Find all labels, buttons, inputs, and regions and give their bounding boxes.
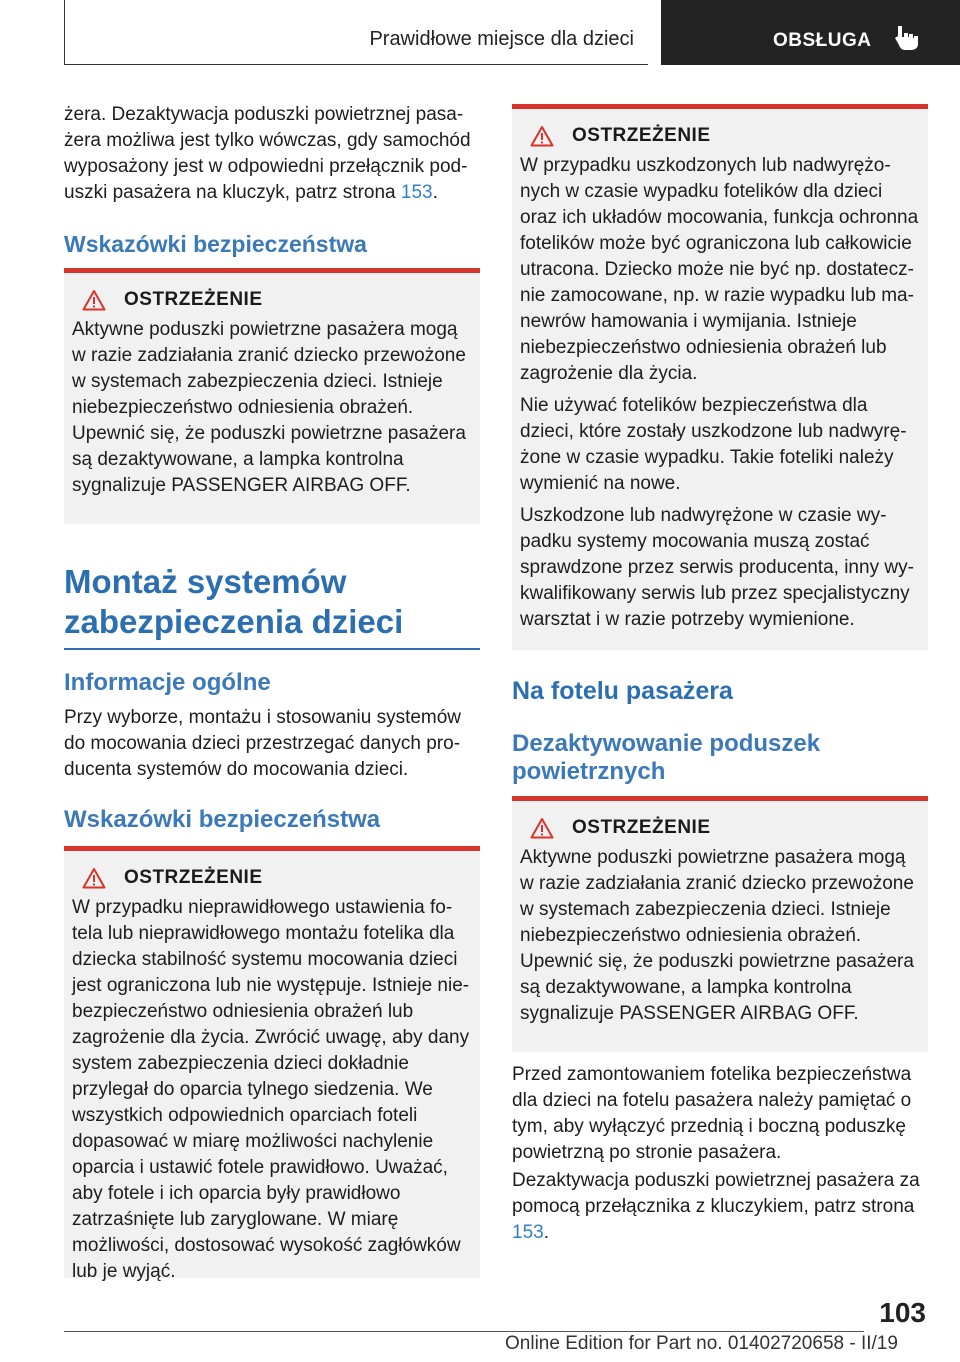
page-number: 103 bbox=[879, 1297, 926, 1328]
chapter-tab-label: OBSŁUGA bbox=[773, 30, 872, 51]
warning-triangle-icon bbox=[82, 289, 106, 311]
safety-heading-1: Wskazówki bezpieczeństwa bbox=[64, 231, 367, 257]
paragraph-1: Przed zamontowaniem fotelika bezpieczeństwa dla dzieci na fotelu pasażera należy pamiętać o tym, aby wyłączyć przednią i boczną poduszkę powietrzną po stronie pasażera. bbox=[512, 1064, 912, 1163]
warning-text: Aktywne poduszki powietrzne pasażera mogą w razie zadziałania zranić dziecko przewożone w systemach zabezpieczenia dzieci. Istnieje niebezpieczeństwo odniesienia obrażeń. Upewnić się, że poduszki powietrzne pasażera są dezaktywowane, a lampka kontrolna sygnalizuje PASSENGER AIRBAG OFF. bbox=[72, 319, 466, 496]
warning-box-1 bbox=[64, 268, 480, 524]
warning-triangle-icon bbox=[530, 125, 554, 147]
page-ref-link[interactable]: 153 bbox=[512, 1222, 544, 1243]
warning-title: OSTRZEŻENIE bbox=[572, 125, 711, 146]
intro-text: żera. Dezaktywacja poduszki powietrznej pasażera możliwa jest tylko wówczas, gdy samochód wyposażony jest w odpowiedni przełącznik poduszki pasażera na kluczyk, patrz strona bbox=[64, 104, 471, 203]
warning-text-p2: Nie używać fotelików bezpieczeństwa dla dzieci, które zostały uszkodzone lub nadwyrężone w czasie wypadku. Takie foteliki należy wymienić na nowe. bbox=[520, 395, 907, 494]
warning-text: Aktywne poduszki powietrzne pasażera mogą w razie zadziałania zranić dziecko przewożone w systemach zabezpieczenia dzieci. Istnieje niebezpieczeństwo odniesienia obrażeń. Upewnić się, że poduszki powietrzne pasażera są dezaktywowane, a lampka kontrolna sygnalizuje PASSENGER AIRBAG OFF. bbox=[520, 847, 914, 1024]
paragraph-2 bbox=[512, 1168, 928, 1246]
pointing-hand-icon bbox=[892, 22, 922, 52]
warning-box-4 bbox=[512, 796, 928, 1052]
general-paragraph: Przy wyborze, montażu i stosowaniu systemów do mocowania dzieci przestrzegać danych producenta systemów do mocowania dzieci. bbox=[64, 707, 462, 780]
warning-text: W przypadku nieprawidłowego ustawienia fotela lub nieprawidłowego montażu fotelika dla dziecka stabilność systemu mocowania dzieci jest ograniczona lub nie występuje. Istnieje niebezpieczeństwo odniesienia obrażeń lub zagrożenie dla życia. Zwrócić uwagę, aby dany system zabezpieczenia dzieci dokładnie przylegał do oparcia tylnego siedzenia. We wszystkich odpowiednich oparciach foteli dopasować w miarę możliwości nachylenie oparcia i ustawić fotele prawidłowo. Uważać, aby fotele i ich oparcia były prawidłowo zatrzaśnięte lub zaryglowane. W miarę możliwości, dostosować wysokość zagłówków lub je wyjąć. bbox=[72, 897, 470, 1282]
warning-title: OSTRZEŻENIE bbox=[572, 817, 711, 838]
warning-triangle-icon bbox=[82, 867, 106, 889]
page-ref-link[interactable]: 153 bbox=[400, 182, 433, 203]
warning-text-p3: Uszkodzone lub nadwyrężone w czasie wypadku systemy mocowania muszą zostać sprawdzone przez serwis producenta, inny wykwalifikowany serwis lub przez specjalistyczny warsztat i w razie potrzeby wymienione. bbox=[520, 505, 914, 630]
intro-end: . bbox=[432, 182, 438, 203]
general-heading: Informacje ogólne bbox=[64, 669, 271, 696]
main-heading: Montaż systemów zabezpieczenia dzieci bbox=[64, 562, 480, 650]
warning-box-2 bbox=[64, 846, 480, 1282]
warning-title: OSTRZEŻENIE bbox=[124, 289, 263, 310]
paragraph-2-end: . bbox=[543, 1222, 549, 1243]
chapter-tab[interactable] bbox=[661, 0, 960, 65]
section-title: Prawidłowe miejsce dla dzieci bbox=[369, 28, 634, 50]
warning-text-p1: W przypadku uszkodzonych lub nadwyrężonych w czasie wypadku fotelików dla dzieci oraz ich układów mocowania, funkcja ochronna fotelików może być ograniczona lub całkowicie utracona. Dziecko może nie być np. dostatecznie zamocowane, np. w razie wypadku lub manewrów hamowania i wymijania. Istnieje niebezpieczeństwo odniesienia obrażeń lub zagrożenie dla życia. bbox=[520, 155, 919, 384]
warning-box-3 bbox=[512, 104, 928, 650]
footer-divider bbox=[64, 1331, 864, 1332]
deactivate-heading: Dezaktywowanie poduszek powietrznych bbox=[512, 730, 821, 785]
paragraph-2-text: Dezaktywacja poduszki powietrznej pasażera za pomocą przełącznika z kluczykiem, patrz strona bbox=[512, 1170, 920, 1217]
warning-title: OSTRZEŻENIE bbox=[124, 867, 263, 888]
safety-heading-2: Wskazówki bezpieczeństwa bbox=[64, 806, 381, 833]
passenger-heading: Na fotelu pasażera bbox=[512, 677, 733, 705]
warning-triangle-icon bbox=[530, 817, 554, 839]
intro-paragraph bbox=[64, 102, 480, 206]
edition-text: Online Edition for Part no. 01402720658 - II/19 bbox=[505, 1333, 898, 1354]
